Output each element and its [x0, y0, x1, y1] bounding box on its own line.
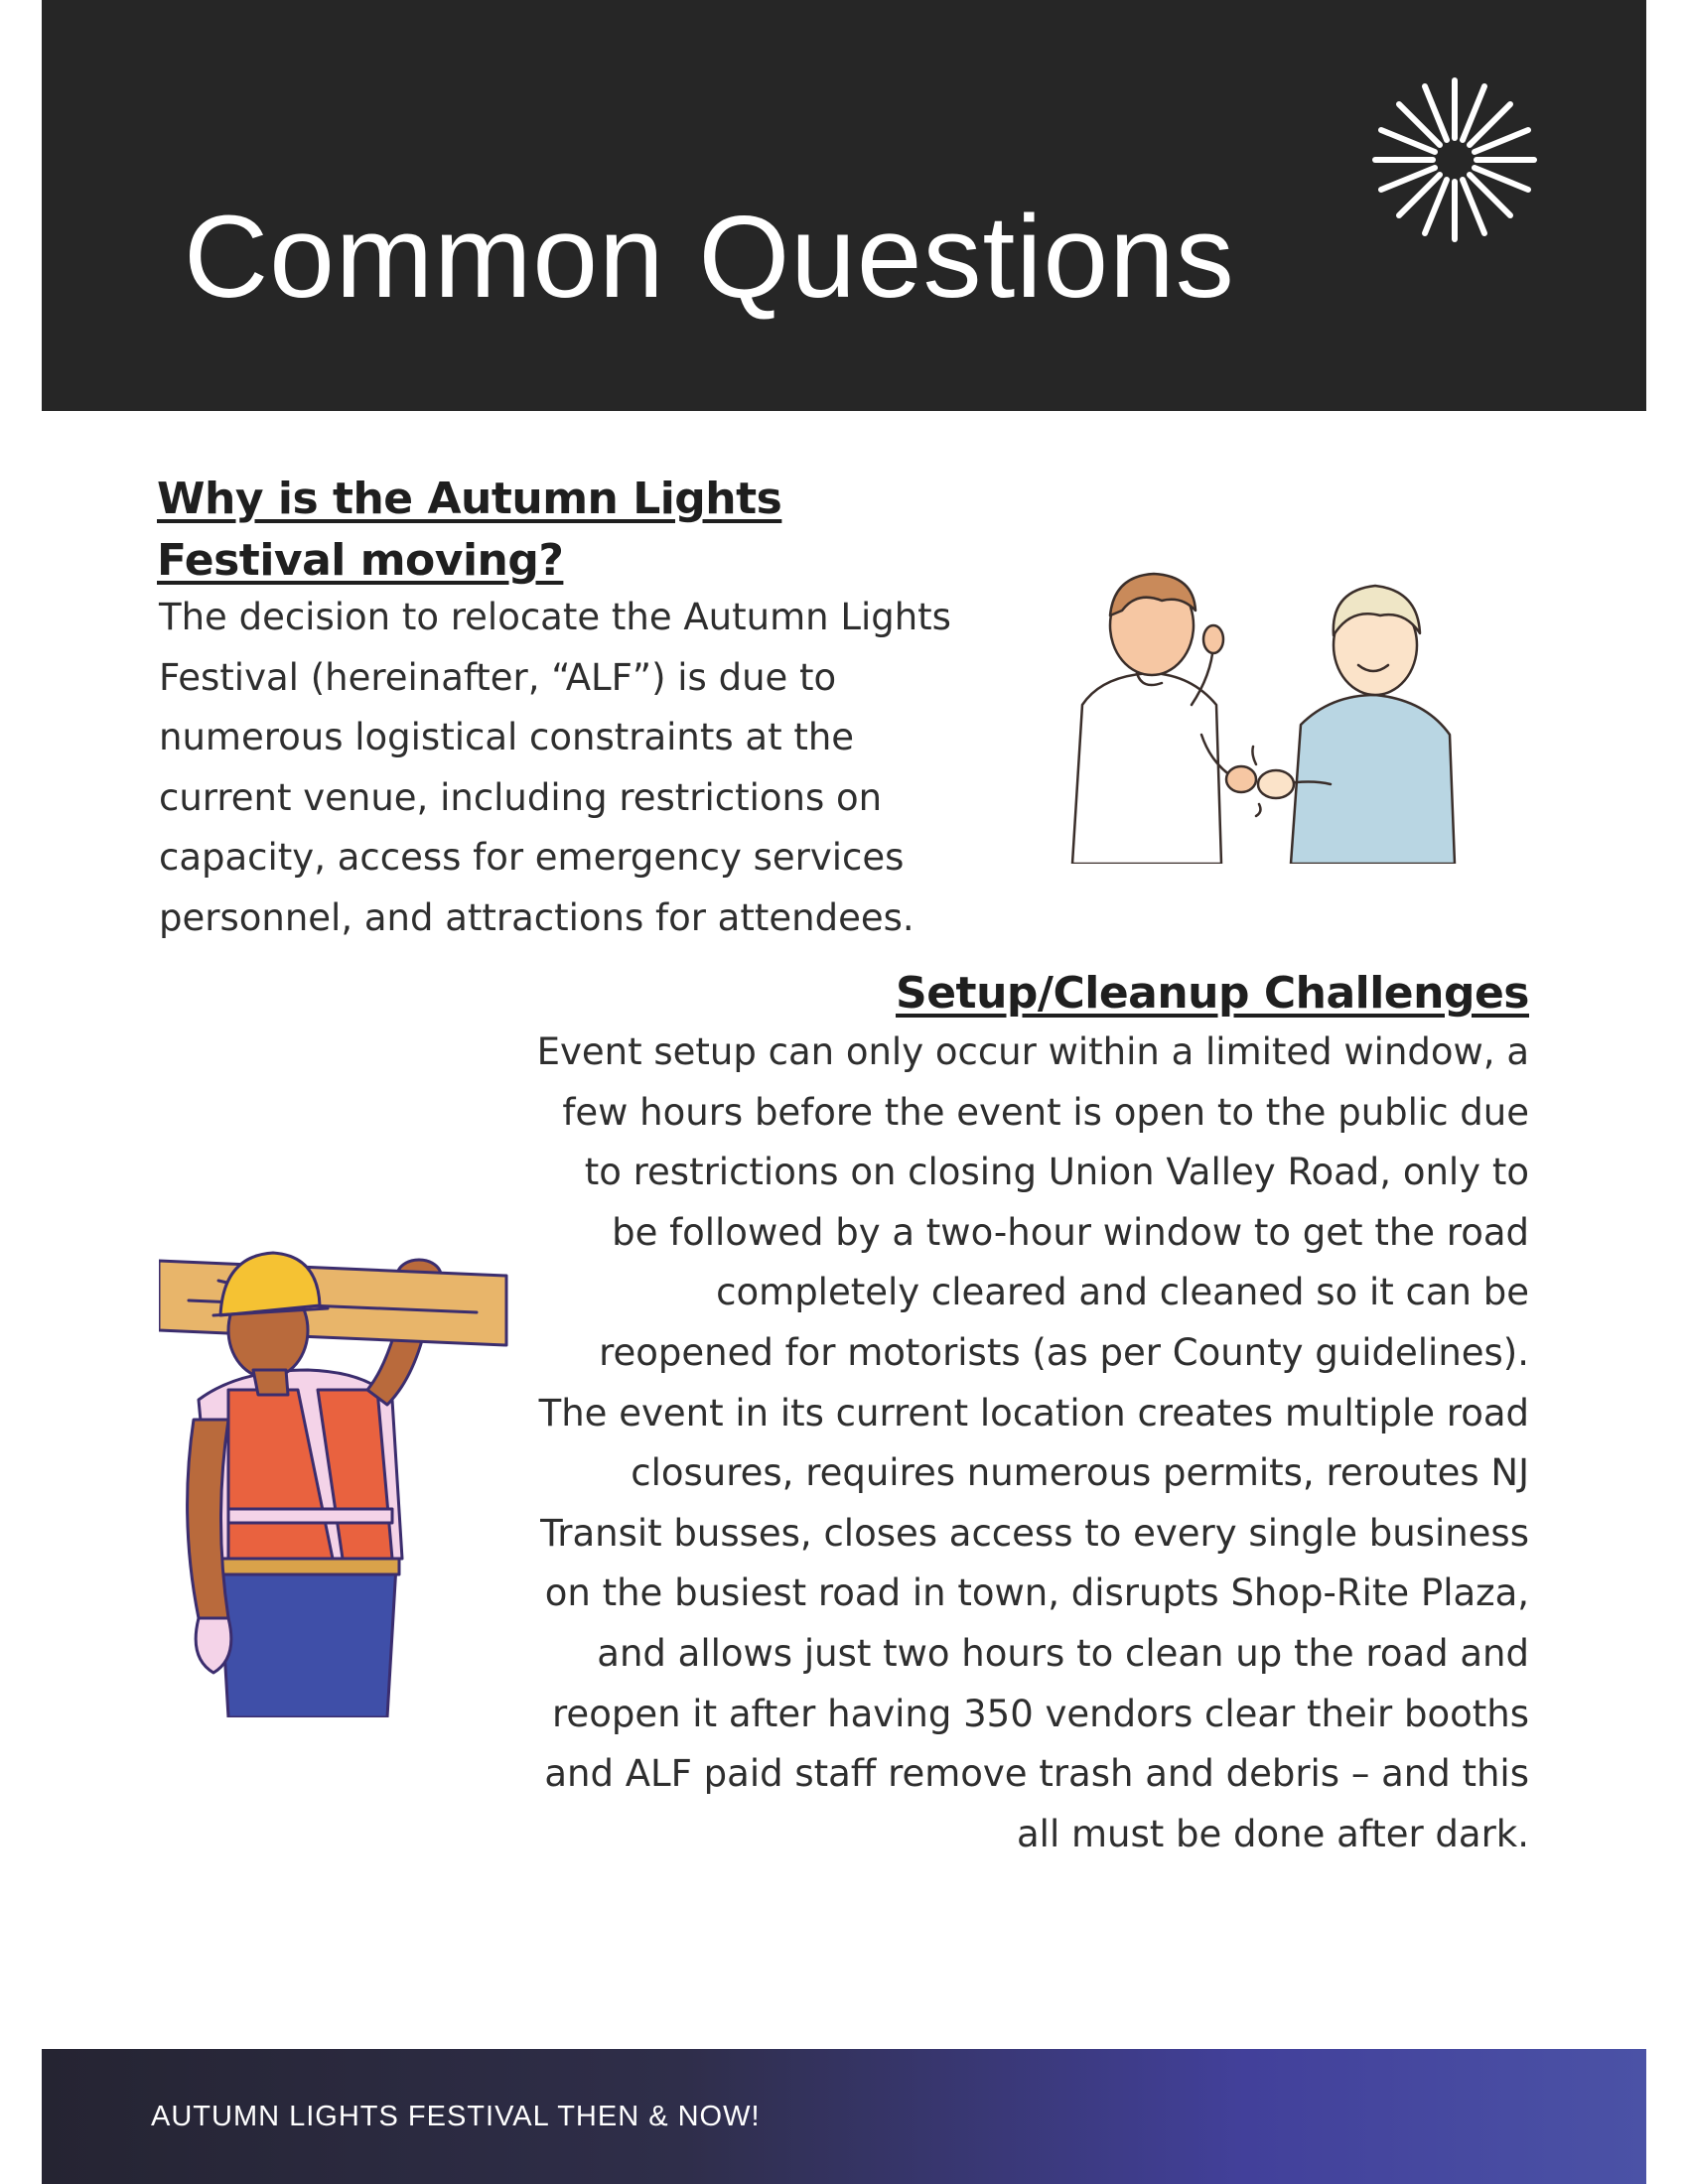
section-body-setup-cleanup: Event setup can only occur within a limited window, a few hours before the event is open to the public due to restrictions on closing Union Valley Road, only to be followed by a two-hour window to get the road completely cleared and cleaned so it can be reopened for motorists (as per County guidelines). The event in its current location creates multiple road closures, requires numerous permits, reroutes NJ Transit busses, closes access to every single business on the busiest road in town, disrupts Shop-Rite Plaza, and allows just two hours to clean up the road and reopen it after having 350 vendors clear their booths and ALF paid staff remove trash and debris – and this all must be done after dark.	[536, 1030, 1529, 1855]
page-title: Common Questions	[184, 192, 1235, 323]
sign-language-people-illustration	[1043, 556, 1479, 864]
starburst-icon	[1370, 75, 1539, 244]
section-heading-setup-cleanup: Setup/Cleanup Challenges	[896, 968, 1529, 1019]
footer-text: AUTUMN LIGHTS FESTIVAL THEN & NOW!	[151, 2101, 761, 2132]
section-heading-why-moving: Why is the Autumn Lights Festival moving?	[157, 474, 782, 586]
section-body-why-moving: The decision to relocate the Autumn Lights Festival (hereinafter, “ALF”) is due to numerous logistical constraints at the current venue, including restrictions on capacity, access for emergency services personnel, and attractions for attendees.	[159, 596, 951, 939]
construction-worker-illustration	[159, 1221, 526, 1717]
